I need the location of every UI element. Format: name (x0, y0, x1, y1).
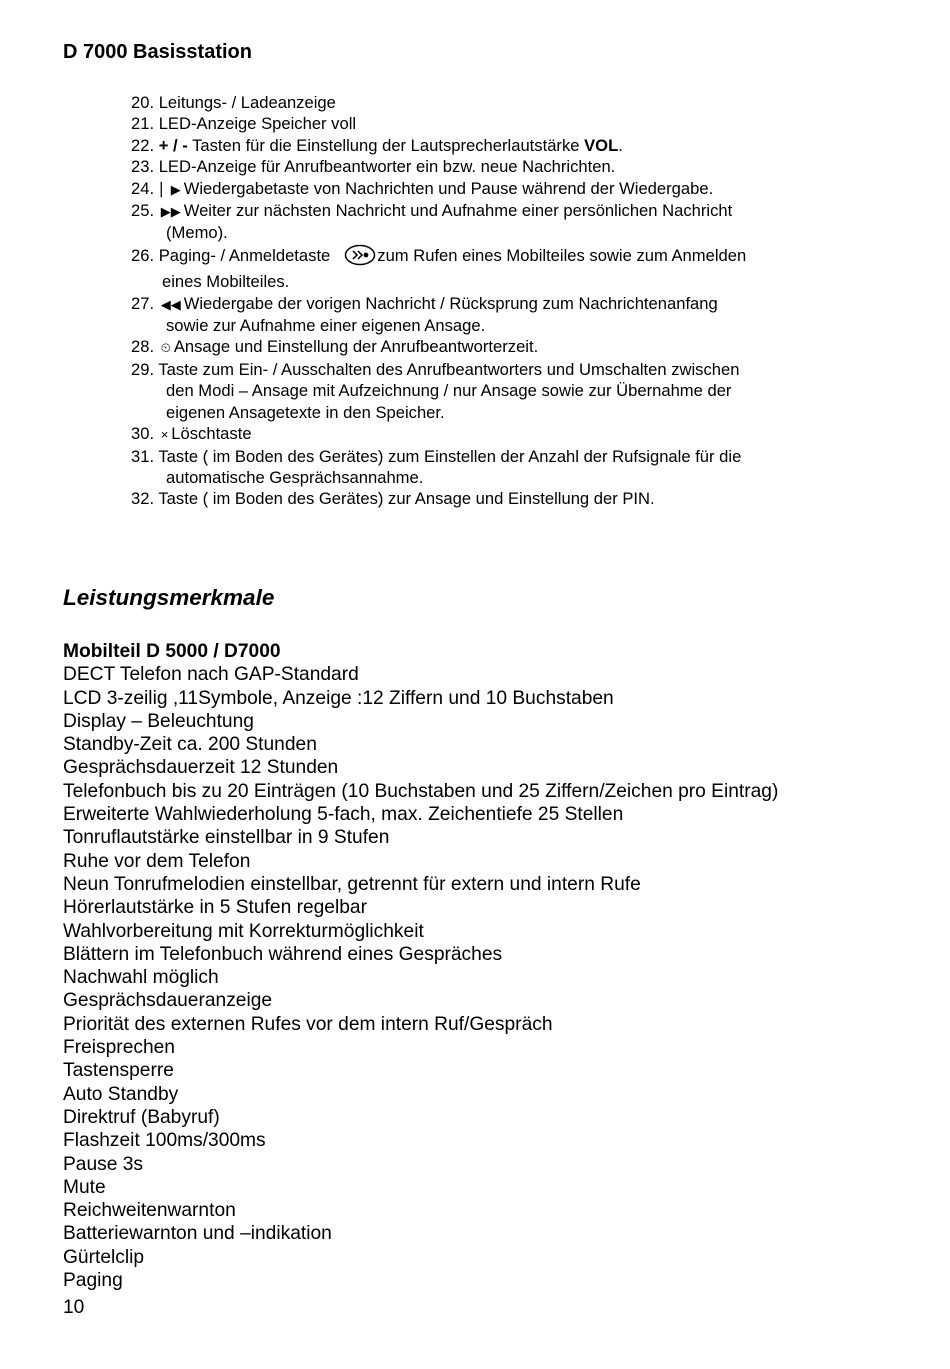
list-item-32: 32. Taste ( im Boden des Gerätes) zur Ansage und Einstellung der PIN. (131, 489, 655, 509)
list-item-20: 20. Leitungs- / Ladeanzeige (131, 93, 336, 112)
page-title: D 7000 Basisstation (63, 41, 252, 63)
section-title: Leistungsmerkmale (63, 585, 275, 610)
list-item-24: 24. ▏▶ Wiedergabetaste von Nachrichten und Pause während der Wiedergabe. (131, 178, 831, 200)
feature-item: Nachwahl möglich (63, 967, 219, 989)
feature-item: Erweiterte Wahlwiederholung 5-fach, max. Zeichentiefe 25 Stellen (63, 804, 624, 826)
feature-item: Gürtelclip (63, 1246, 145, 1268)
feature-item: Paging (63, 1270, 123, 1292)
feature-item: Auto Standby (63, 1083, 179, 1105)
list-item-31: 31. Taste ( im Boden des Gerätes) zum Einstellen der Anzahl der Rufsignale für die (131, 446, 742, 466)
feature-item: Tastensperre (63, 1060, 174, 1082)
play-pause-icon: ▏▶ (160, 181, 181, 197)
list-item-31-cont: automatische Gesprächsannahme. (166, 467, 424, 487)
list-item-25: 25. ▶▶ Weiter zur nächsten Nachricht und Aufnahme einer persönlichen Nachricht (131, 200, 831, 222)
list-item-28: 28. ⏲ Ansage und Einstellung der Anrufbeantworterzeit. (131, 336, 831, 358)
feature-item: Ruhe vor dem Telefon (63, 850, 251, 872)
delete-x-icon: × (160, 427, 169, 443)
feature-item: LCD 3-zeilig ,11Symbole, Anzeige :12 Ziffern und 10 Buchstaben (63, 687, 614, 709)
feature-item: Neun Tonrufmelodien einstellbar, getrennt für extern und intern Rufe (63, 873, 641, 895)
list-item-23: 23. LED-Anzeige für Anrufbeantworter ein bzw. neue Nachrichten. (131, 157, 616, 177)
clock-icon: ⏲ (160, 340, 171, 356)
feature-item: Gesprächsdaueranzeige (63, 990, 273, 1012)
feature-item: DECT Telefon nach GAP-Standard (63, 664, 359, 686)
list-item-22: 22. + / - Tasten für die Einstellung der Lautsprecherlautstärke VOL. (131, 135, 623, 155)
feature-item: Wahlvorbereitung mit Korrekturmöglichkeit (63, 920, 424, 942)
feature-item: Mute (63, 1176, 106, 1198)
feature-item: Batteriewarnton und –indikation (63, 1223, 332, 1245)
feature-item: Freisprechen (63, 1037, 175, 1059)
feature-item: Telefonbuch bis zu 20 Einträgen (10 Buchstaben und 25 Ziffern/Zeichen pro Eintrag) (63, 780, 779, 802)
page-number: 10 (63, 1297, 85, 1318)
list-item-29-cont2: eigenen Ansagetexte in den Speicher. (166, 402, 445, 422)
feature-item: Display – Beleuchtung (63, 710, 254, 732)
feature-item: Hörerlautstärke in 5 Stufen regelbar (63, 897, 367, 919)
feature-item: Standby-Zeit ca. 200 Stunden (63, 734, 317, 756)
list-item-27: 27. ◀◀ Wiedergabe der vorigen Nachricht / Rücksprung zum Nachrichtenanfang (131, 293, 831, 315)
feature-item: Reichweitenwarnton (63, 1200, 236, 1222)
feature-item: Priorität des externen Rufes vor dem intern Ruf/Gespräch (63, 1013, 553, 1035)
skip-back-icon: ◀◀ (160, 296, 181, 312)
numbered-key-list (131, 92, 831, 510)
paging-icon (344, 244, 376, 271)
feature-item: Tonruflautstärke einstellbar in 9 Stufen (63, 827, 390, 849)
subsection-title: Mobilteil D 5000 / D7000 (63, 641, 281, 662)
list-item-29-cont1: den Modi – Ansage mit Aufzeichnung / nur Ansage sowie zur Übernahme der (166, 381, 732, 401)
list-item-30: 30. × Löschtaste (131, 423, 831, 445)
list-item-26: 26. Paging- / Anmeldetaste zum Rufen eines Mobilteiles sowie zum Anmelden (131, 244, 831, 271)
feature-item: Blättern im Telefonbuch während eines Gespräches (63, 943, 503, 965)
features-list (63, 640, 923, 1292)
feature-item: Flashzeit 100ms/300ms (63, 1130, 266, 1152)
list-item-25-cont: (Memo). (166, 223, 228, 243)
skip-forward-icon: ▶▶ (160, 204, 181, 220)
list-item-29: 29. Taste zum Ein- / Ausschalten des Anrufbeantworters und Umschalten zwischen (131, 359, 740, 379)
feature-item: Gesprächsdauerzeit 12 Stunden (63, 757, 339, 779)
list-item-21: 21. LED-Anzeige Speicher voll (131, 114, 357, 134)
list-item-27-cont: sowie zur Aufnahme einer eigenen Ansage. (166, 316, 486, 336)
feature-item: Pause 3s (63, 1153, 144, 1175)
list-item-26-cont: eines Mobilteiles. (162, 272, 290, 292)
feature-item: Direktruf (Babyruf) (63, 1106, 220, 1128)
